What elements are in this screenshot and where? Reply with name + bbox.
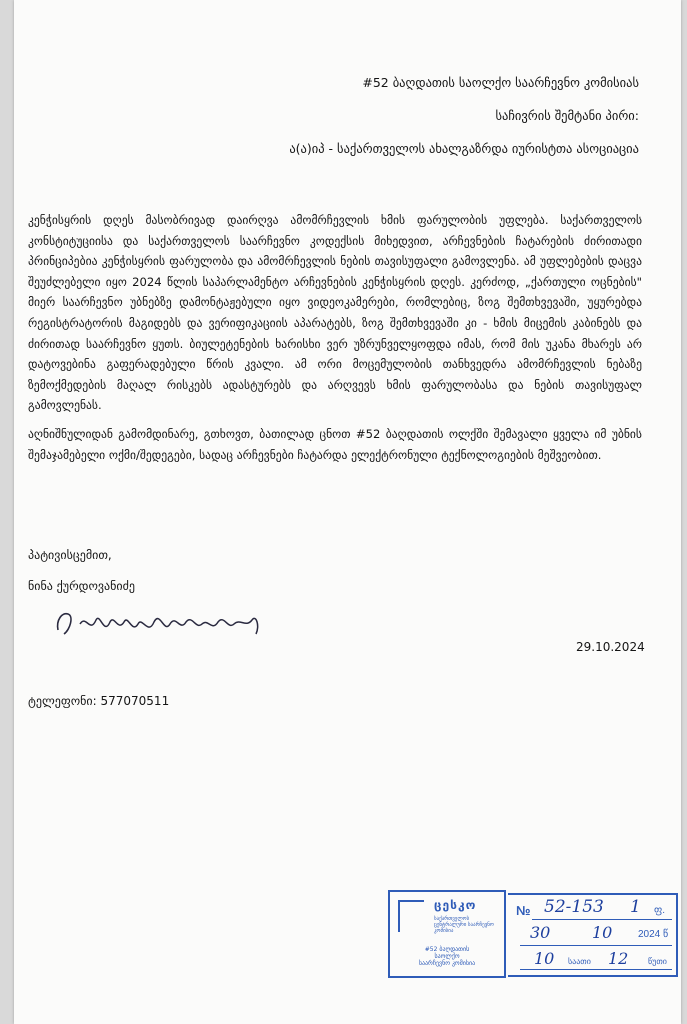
letter-body <box>28 210 642 473</box>
reg-hour-label: საათი <box>568 957 591 966</box>
reg-hour: 10 <box>534 949 555 968</box>
reg-number: 52-153 <box>544 897 604 917</box>
reg-day: 30 <box>530 923 551 942</box>
seal-full-name: საქართველოს ცენტრალური საარჩევნო კომისია <box>434 916 494 934</box>
reg-year: 2024 წ <box>638 929 669 940</box>
complainant-label: საჩივრის შემტანი პირი: <box>495 108 639 123</box>
registration-fields <box>508 893 678 977</box>
seal-abbreviation: ცესკო <box>434 898 477 912</box>
reg-month: 10 <box>592 923 613 942</box>
cec-seal <box>388 890 506 978</box>
registration-stamp <box>388 887 678 982</box>
reg-suffix-b: ფ. <box>654 905 666 916</box>
cec-logo-icon <box>398 900 424 932</box>
letter-date: 29.10.2024 <box>576 640 645 654</box>
reg-underline-3 <box>520 969 672 970</box>
closing-block <box>28 540 135 602</box>
reg-underline-2 <box>520 945 672 946</box>
reg-suffix-a: 1 <box>630 897 641 917</box>
handwritten-signature <box>52 600 272 650</box>
seal-district-line2: საოლქო <box>434 953 460 960</box>
addressee-block <box>289 66 639 165</box>
signer-name: ნინა ქურდოვანიძე <box>28 579 135 593</box>
phone-number: ტელეფონი: 577070511 <box>28 694 170 708</box>
paragraph-request: აღნიშნულიდან გამომდინარე, გთხოვთ, ბათილად ცნოთ #52 ბაღდათის ოლქში შემავალი ყველა იმ უბნის შემაჯამებელი ოქმი/შედეგები, სადაც არჩევნები ჩატარდა ელექტრონული ტექნოლოგიების მეშვეობით. <box>28 426 642 462</box>
letter-page <box>14 0 681 1024</box>
seal-district-line1: #52 ბაღდათის <box>424 946 470 953</box>
reg-underline-1 <box>532 919 672 920</box>
seal-district-line3: საარჩევნო კომისია <box>418 960 476 967</box>
seal-district <box>394 946 500 967</box>
closing-regards: პატივისცემით, <box>28 548 112 562</box>
reg-no-label: № <box>516 903 531 918</box>
reg-minute: 12 <box>608 949 629 968</box>
complainant-name: ა(ა)იპ - საქართველოს ახალგაზრდა იურისტთა ასოციაცია <box>289 141 639 156</box>
addressee-line: #52 ბაღდათის საოლქო საარჩევნო კომისიას <box>362 75 639 90</box>
reg-minute-label: წუთი <box>648 957 667 966</box>
paragraph-complaint: კენჭისყრის დღეს მასობრივად დაირღვა ამომრჩევლის ხმის ფარულობის უფლება. საქართველოს კონსტიტუციისა და საქართველოს საარჩევნო კოდექსის მიხედვით, არჩევნების ჩატარების ძირითადი პრინციპებია კენჭისყრის ფარულობა და ამომრჩევლის ნების თავისუფალი გამოვლენა. ამ უფლებების დაცვა შეუძლებელი იყო 2024 წლის საპარლამენტო არჩევნების კენჭისყრის დღეს. კერძოდ, „ქართული ოცნების" მიერ საარჩევნო უბნებზე დამონტაჟებული იყო ვიდეოკამერები, რომლებიც, ზოგ შემთხვევაში, უყურებდა რეგისტრატორის მაგიდებს და ვერიფიკაციის აპარატებს, ზოგ შემთხვევაში კი - ხმის მიცემის კაბინებს და ძირითად საარჩევნო ყუთს. ბიულეტენების ხარისხი ვერ უზრუნველყოფდა იმას, რომ მის უკანა მხარეს არ დატოვებინა გაფერადებული წრის კვალი. ამ ორი მოცემულობის თანხვედრა ამომრჩევლის ნებაზე ზემოქმედების მაღალ რისკებს ადასტურებს და არღვევს ხმის ფარულობასა და ნების თავისუფალ გამოვლენას. <box>28 213 642 413</box>
